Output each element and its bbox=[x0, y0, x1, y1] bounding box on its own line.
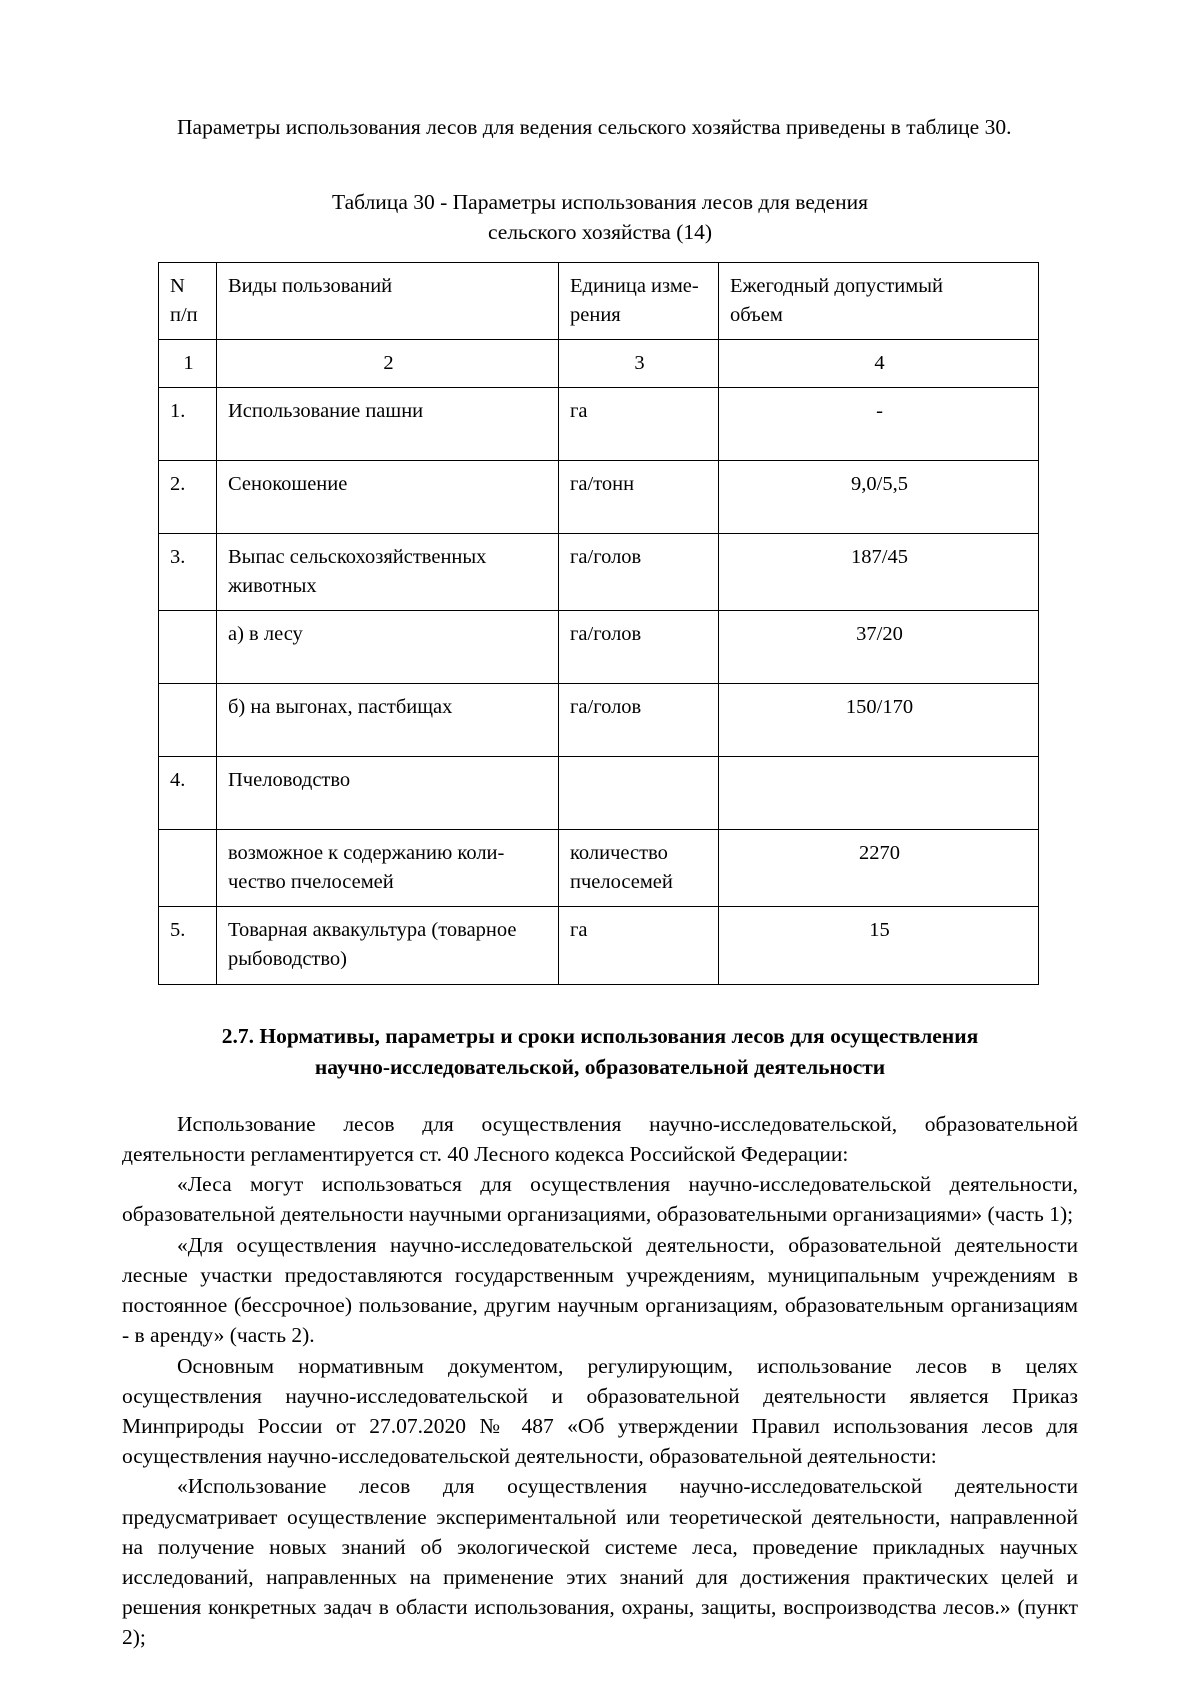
row-volume: 9,0/5,5 bbox=[719, 460, 1039, 533]
row-usage-type bbox=[217, 533, 559, 610]
row-usage-line-2: рыбоводство) bbox=[228, 948, 348, 971]
row-number: 4. bbox=[159, 757, 217, 830]
table-row bbox=[159, 907, 1039, 984]
header-number-line-2: п/п bbox=[170, 303, 198, 326]
section-paragraph-5: «Использование лесов для осуществления научно-исследовательской деятельности предусматривает осуществление экспериментальной или теоретической деятельности, направленной на получение новых знаний об экологической системе леса, проведение прикладных научных исследований, направленных на применение этих знаний для достижения практических целей и решения конкретных задач в области использования, охраны, защиты, воспроизводства лесов.» (пункт 2); bbox=[122, 1474, 1078, 1650]
row-unit-line-1: га/голов bbox=[570, 696, 642, 719]
row-number: 3. bbox=[159, 533, 217, 610]
table-row bbox=[159, 757, 1039, 830]
table-row bbox=[159, 611, 1039, 684]
row-unit bbox=[559, 907, 719, 984]
table-row bbox=[159, 460, 1039, 533]
table-row bbox=[159, 684, 1039, 757]
row-volume: 2270 bbox=[719, 830, 1039, 907]
row-number: 2. bbox=[159, 460, 217, 533]
row-unit bbox=[559, 757, 719, 830]
row-unit-line-1: га bbox=[570, 919, 588, 942]
table-body bbox=[159, 387, 1039, 984]
row-usage-type bbox=[217, 387, 559, 460]
header-cell-unit bbox=[559, 262, 719, 339]
row-usage-line-2: животных bbox=[228, 574, 317, 597]
table-row bbox=[159, 387, 1039, 460]
section-paragraph-1: Использование лесов для осуществления научно-исследовательской, образовательной деятельности регламентируется ст. 40 Лесного кодекса Российской Федерации: bbox=[122, 1111, 1078, 1167]
row-volume: 15 bbox=[719, 907, 1039, 984]
row-unit bbox=[559, 533, 719, 610]
row-number bbox=[159, 611, 217, 684]
row-volume: 187/45 bbox=[719, 533, 1039, 610]
section-paragraph-2: «Леса могут использоваться для осуществления научно-исследовательской деятельности, образовательной деятельности научными организациями, образовательными организациями» (часть 1); bbox=[122, 1172, 1078, 1227]
row-unit bbox=[559, 830, 719, 907]
row-volume: 150/170 bbox=[719, 684, 1039, 757]
row-usage-type bbox=[217, 611, 559, 684]
row-volume: 37/20 bbox=[719, 611, 1039, 684]
column-index-1: 1 bbox=[159, 339, 217, 387]
row-usage-line-1: Выпас сельскохозяйственных bbox=[228, 545, 487, 568]
row-usage-type bbox=[217, 757, 559, 830]
row-unit-line-1: га bbox=[570, 399, 588, 422]
row-usage-line-1: Использование пашни bbox=[228, 399, 424, 422]
row-number: 1. bbox=[159, 387, 217, 460]
table-column-index-row bbox=[159, 339, 1039, 387]
row-usage-line-1: Пчеловодство bbox=[228, 769, 351, 792]
table-caption bbox=[122, 187, 1078, 248]
section-paragraph-3: «Для осуществления научно-исследовательской деятельности, образовательной деятельности лесные участки предоставляются государственным учреждениям, муниципальным учреждениям в постоянное (бессрочное) пользование, другим научным организациям, образовательным организациям - в аренду» (часть 2). bbox=[122, 1232, 1078, 1348]
row-number bbox=[159, 684, 217, 757]
row-usage-line-2: чество пчелосемей bbox=[228, 871, 394, 894]
row-usage-type bbox=[217, 684, 559, 757]
section-heading-line-1: 2.7. Нормативы, параметры и сроки использования лесов для осуществления bbox=[221, 1023, 979, 1048]
row-unit-line-1: га/голов bbox=[570, 623, 642, 646]
table-row bbox=[159, 533, 1039, 610]
row-number: 5. bbox=[159, 907, 217, 984]
header-volume-line-1: Ежегодный допустимый bbox=[730, 274, 943, 297]
row-volume bbox=[719, 757, 1039, 830]
intro-paragraph: Параметры использования лесов для ведения сельского хозяйства приведены в таблице 30. bbox=[177, 115, 1012, 139]
row-usage-type bbox=[217, 907, 559, 984]
row-unit-line-1: количество bbox=[570, 842, 668, 865]
section-heading-line-2: научно-исследовательской, образовательной деятельности bbox=[314, 1054, 886, 1079]
table-header-row bbox=[159, 262, 1039, 339]
row-volume: - bbox=[719, 387, 1039, 460]
table-caption-line-1: Таблица 30 - Параметры использования лесов для ведения bbox=[332, 189, 868, 214]
table-row bbox=[159, 830, 1039, 907]
section-heading bbox=[122, 1021, 1078, 1083]
header-unit-line-2: рения bbox=[570, 303, 621, 326]
row-unit bbox=[559, 460, 719, 533]
column-index-3: 3 bbox=[559, 339, 719, 387]
header-cell-usage-types: Виды пользований bbox=[217, 262, 559, 339]
row-unit bbox=[559, 684, 719, 757]
header-volume-line-2: объем bbox=[730, 303, 783, 326]
row-unit-line-1: га/тонн bbox=[570, 472, 635, 495]
row-number bbox=[159, 830, 217, 907]
header-cell-annual-volume bbox=[719, 262, 1039, 339]
column-index-2: 2 bbox=[217, 339, 559, 387]
row-unit-line-1: га/голов bbox=[570, 545, 642, 568]
parameters-table bbox=[158, 262, 1039, 985]
header-cell-number bbox=[159, 262, 217, 339]
row-usage-line-1: Сенокошение bbox=[228, 472, 348, 495]
row-usage-line-1: возможное к содержанию коли- bbox=[228, 842, 505, 865]
column-index-4: 4 bbox=[719, 339, 1039, 387]
row-unit bbox=[559, 387, 719, 460]
row-unit bbox=[559, 611, 719, 684]
row-unit-line-2: пчелосемей bbox=[570, 871, 673, 894]
row-usage-line-1: б) на выгонах, пастбищах bbox=[228, 696, 453, 719]
row-usage-type bbox=[217, 460, 559, 533]
header-number-line-1: N bbox=[170, 274, 185, 297]
header-unit-line-1: Единица изме- bbox=[570, 274, 699, 297]
row-usage-type bbox=[217, 830, 559, 907]
section-body bbox=[122, 1109, 1078, 1653]
section-paragraph-4: Основным нормативным документом, регулирующим, использование лесов в целях осуществления научно-исследовательской и образовательной деятельности является Приказ Минприроды России от 27.07.2020 № 487 «Об утверждении Правил использования лесов для осуществления научно-исследовательской деятельности, образовательной деятельности: bbox=[122, 1353, 1078, 1469]
row-usage-line-1: Товарная аквакультура (товарное bbox=[228, 919, 517, 942]
row-usage-line-1: а) в лесу bbox=[228, 623, 303, 646]
table-caption-line-2: сельского хозяйства (14) bbox=[487, 220, 713, 245]
